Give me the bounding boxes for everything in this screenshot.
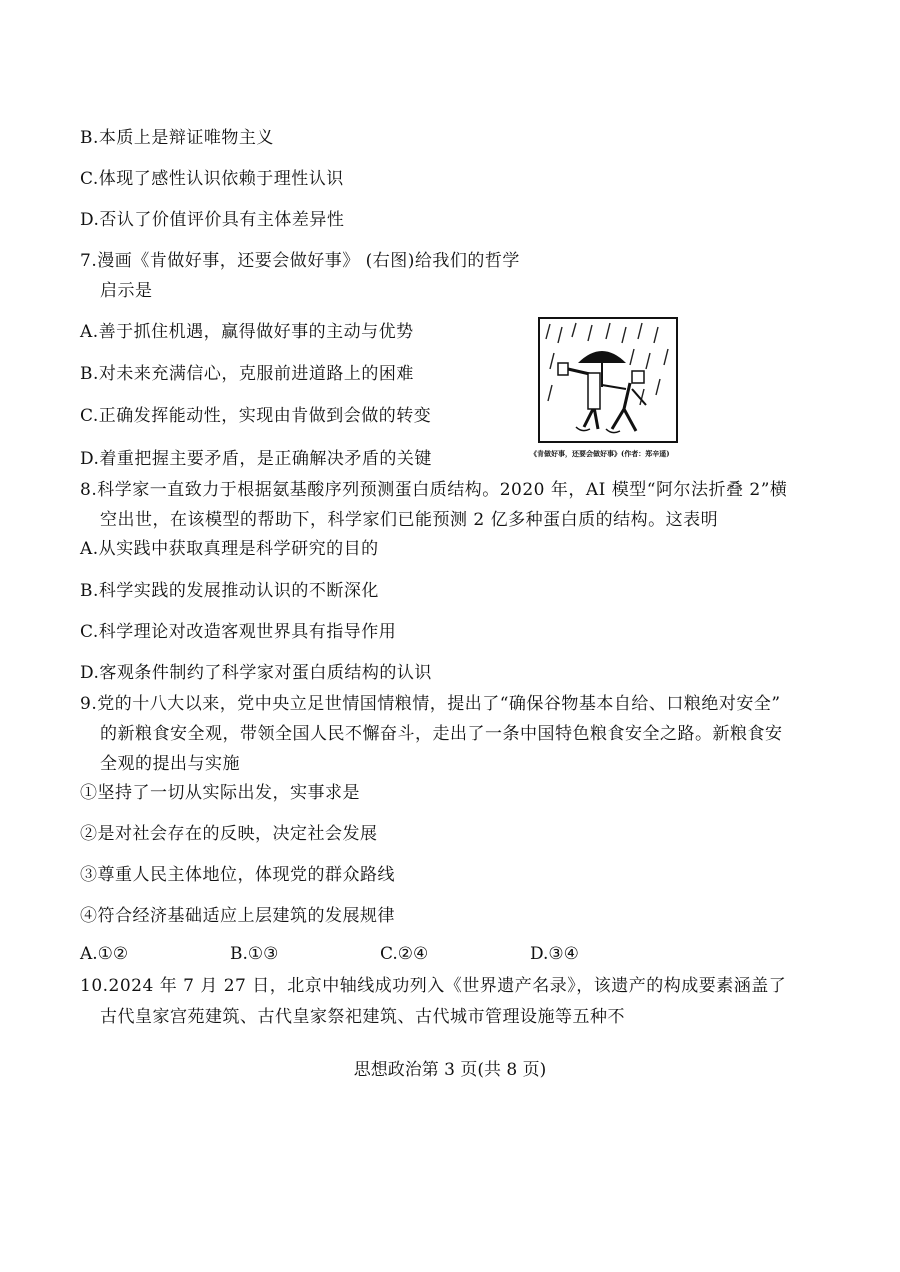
q10-stem-line1: 10.2024 年 7 月 27 日，北京中轴线成功列入《世界遗产名录》，该遗产的构成要素涵盖了 — [80, 976, 787, 996]
q9-stem-line1: 9.党的十八大以来，党中央立足世情国情粮情，提出了“确保谷物基本自给、口粮绝对安全” — [80, 694, 781, 714]
q6-option-c: C.体现了感性认识依赖于理性认识 — [80, 169, 344, 189]
cartoon-caption: 《肯做好事，还要会做好事》(作者：郑辛遥) — [530, 449, 670, 458]
q7-option-a: A.善于抓住机遇，赢得做好事的主动与优势 — [80, 322, 414, 342]
cartoon-illustration — [540, 319, 676, 441]
q9-choice-b: B.①③ — [230, 944, 279, 964]
q9-choice-a: A.①② — [80, 944, 129, 964]
q6-option-d: D.否认了价值评价具有主体差异性 — [80, 210, 345, 230]
q8-option-d: D.客观条件制约了科学家对蛋白质结构的认识 — [80, 663, 432, 683]
q9-choices — [80, 943, 680, 965]
q9-stem-line2: 的新粮食安全观，带领全国人民不懈奋斗，走出了一条中国特色粮食安全之路。新粮食安 — [100, 724, 783, 744]
q8-option-b: B.科学实践的发展推动认识的不断深化 — [80, 581, 379, 601]
q7-option-b: B.对未来充满信心，克服前进道路上的困难 — [80, 364, 414, 384]
q10-stem-line2: 古代皇家宫苑建筑、古代皇家祭祀建筑、古代城市管理设施等五种不 — [100, 1007, 625, 1027]
q7-option-c: C.正确发挥能动性，实现由肯做到会做的转变 — [80, 406, 432, 426]
q7-stem-line1: 7.漫画《肯做好事，还要会做好事》 (右图)给我们的哲学 — [80, 251, 520, 271]
q9-item-4: ④符合经济基础适应上层建筑的发展规律 — [80, 906, 395, 926]
q8-option-a: A.从实践中获取真理是科学研究的目的 — [80, 539, 379, 559]
q8-stem-line2: 空出世，在该模型的帮助下，科学家们已能预测 2 亿多种蛋白质的结构。这表明 — [100, 510, 719, 530]
q8-stem-line1: 8.科学家一直致力于根据氨基酸序列预测蛋白质结构。2020 年，AI 模型“阿尔法折叠 2”横 — [80, 480, 788, 500]
q9-item-3: ③尊重人民主体地位，体现党的群众路线 — [80, 865, 395, 885]
q8-option-c: C.科学理论对改造客观世界具有指导作用 — [80, 622, 397, 642]
q9-item-2: ②是对社会存在的反映，决定社会发展 — [80, 824, 378, 844]
q6-option-b: B.本质上是辩证唯物主义 — [80, 128, 274, 148]
cartoon-image — [538, 317, 678, 443]
q9-choice-c: C.②④ — [380, 944, 429, 964]
q7-stem-line2: 启示是 — [100, 281, 153, 301]
q9-item-1: ①坚持了一切从实际出发，实事求是 — [80, 783, 360, 803]
page-footer: 思想政治第 3 页(共 8 页) — [353, 1060, 547, 1080]
q9-choice-d: D.③④ — [530, 944, 579, 964]
q9-stem-line3: 全观的提出与实施 — [100, 754, 240, 774]
q7-option-d: D.着重把握主要矛盾，是正确解决矛盾的关键 — [80, 449, 432, 469]
